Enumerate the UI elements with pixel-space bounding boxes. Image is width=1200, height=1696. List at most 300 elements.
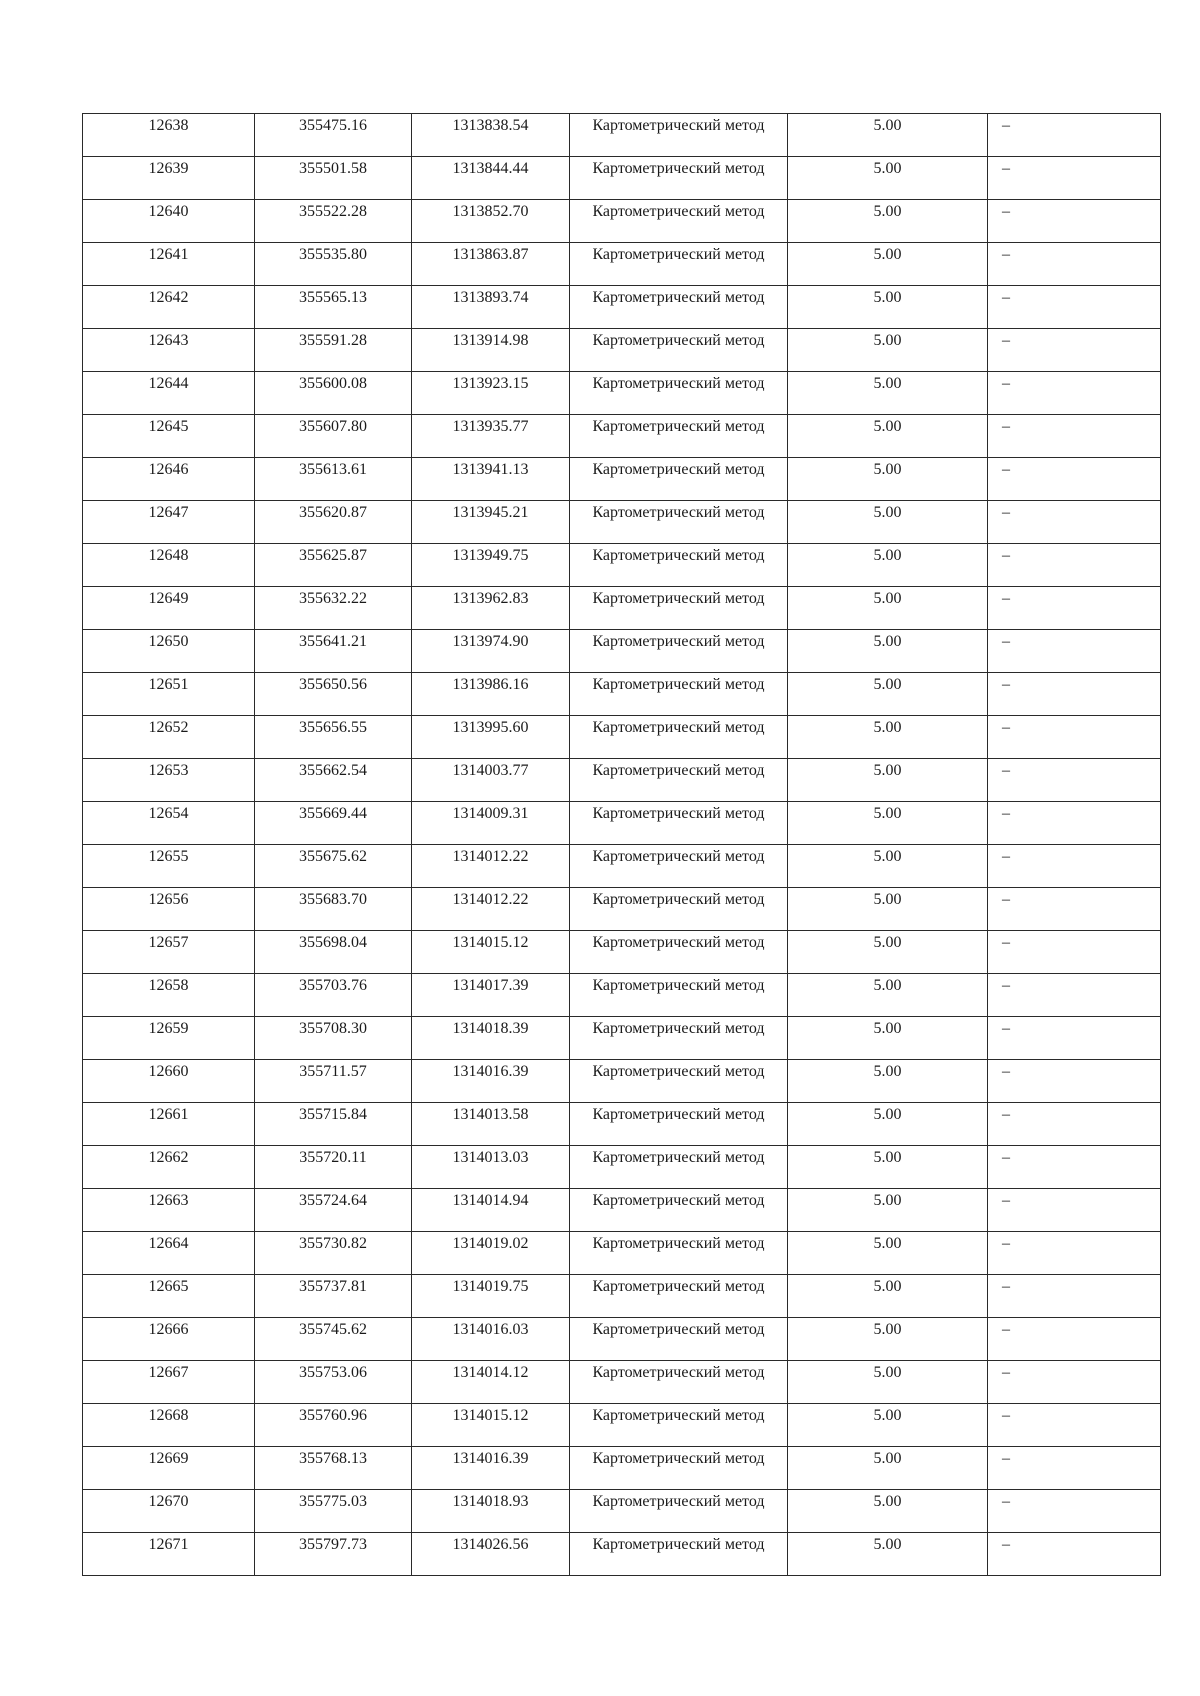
method-text: Картометрический метод bbox=[592, 1278, 765, 1295]
point-id: 12662 bbox=[148, 1149, 189, 1166]
point-id-cell bbox=[83, 1060, 255, 1103]
accuracy-cell bbox=[788, 802, 988, 845]
accuracy-cell bbox=[788, 1146, 988, 1189]
point-id: 12643 bbox=[148, 332, 189, 349]
method-text: Картометрический метод bbox=[592, 1063, 765, 1080]
table-row bbox=[83, 501, 1161, 544]
point-id: 12641 bbox=[148, 246, 189, 263]
table-row bbox=[83, 1361, 1161, 1404]
note-cell bbox=[988, 1017, 1161, 1060]
point-id: 12656 bbox=[148, 891, 189, 908]
accuracy-cell bbox=[788, 415, 988, 458]
point-id-cell bbox=[83, 673, 255, 716]
point-id: 12638 bbox=[148, 117, 189, 134]
method-cell bbox=[570, 286, 788, 329]
method-text: Картометрический метод bbox=[592, 805, 765, 822]
method-text: Картометрический метод bbox=[592, 332, 765, 349]
point-id: 12644 bbox=[148, 375, 189, 392]
x-coordinate-cell bbox=[255, 114, 412, 157]
point-id: 12667 bbox=[148, 1364, 189, 1381]
point-id-cell bbox=[83, 587, 255, 630]
y-coordinate-cell bbox=[412, 286, 570, 329]
x-coordinate: 355683.70 bbox=[299, 891, 367, 908]
note-cell bbox=[988, 759, 1161, 802]
y-coordinate-cell bbox=[412, 114, 570, 157]
x-coordinate: 355703.76 bbox=[299, 977, 367, 994]
note-cell bbox=[988, 157, 1161, 200]
x-coordinate-cell bbox=[255, 1361, 412, 1404]
note-value: – bbox=[1002, 1450, 1010, 1467]
note-cell bbox=[988, 888, 1161, 931]
note-value: – bbox=[1002, 246, 1010, 263]
note-cell bbox=[988, 1060, 1161, 1103]
point-id-cell bbox=[83, 114, 255, 157]
method-cell bbox=[570, 1017, 788, 1060]
table-row bbox=[83, 716, 1161, 759]
note-value: – bbox=[1002, 504, 1010, 521]
note-cell bbox=[988, 415, 1161, 458]
x-coordinate-cell bbox=[255, 1103, 412, 1146]
y-coordinate: 1313995.60 bbox=[452, 719, 529, 736]
point-id-cell bbox=[83, 243, 255, 286]
note-value: – bbox=[1002, 1536, 1010, 1553]
method-text: Картометрический метод bbox=[592, 590, 765, 607]
accuracy-value: 5.00 bbox=[873, 633, 902, 650]
y-coordinate-cell bbox=[412, 802, 570, 845]
y-coordinate-cell bbox=[412, 1404, 570, 1447]
x-coordinate-cell bbox=[255, 372, 412, 415]
note-value: – bbox=[1002, 289, 1010, 306]
y-coordinate-cell bbox=[412, 1447, 570, 1490]
x-coordinate-cell bbox=[255, 802, 412, 845]
accuracy-value: 5.00 bbox=[873, 1364, 902, 1381]
accuracy-cell bbox=[788, 372, 988, 415]
x-coordinate-cell bbox=[255, 1404, 412, 1447]
method-cell bbox=[570, 501, 788, 544]
accuracy-value: 5.00 bbox=[873, 375, 902, 392]
note-cell bbox=[988, 673, 1161, 716]
x-coordinate: 355720.11 bbox=[299, 1149, 367, 1166]
table-row bbox=[83, 587, 1161, 630]
note-cell bbox=[988, 587, 1161, 630]
note-cell bbox=[988, 329, 1161, 372]
x-coordinate: 355591.28 bbox=[299, 332, 367, 349]
note-cell bbox=[988, 1533, 1161, 1576]
table-row bbox=[83, 415, 1161, 458]
accuracy-value: 5.00 bbox=[873, 590, 902, 607]
x-coordinate-cell bbox=[255, 415, 412, 458]
accuracy-cell bbox=[788, 673, 988, 716]
x-coordinate: 355669.44 bbox=[299, 805, 367, 822]
method-cell bbox=[570, 458, 788, 501]
x-coordinate-cell bbox=[255, 587, 412, 630]
note-value: – bbox=[1002, 1235, 1010, 1252]
accuracy-value: 5.00 bbox=[873, 547, 902, 564]
x-coordinate-cell bbox=[255, 1189, 412, 1232]
point-id: 12640 bbox=[148, 203, 189, 220]
accuracy-value: 5.00 bbox=[873, 1450, 902, 1467]
note-value: – bbox=[1002, 719, 1010, 736]
point-id-cell bbox=[83, 415, 255, 458]
y-coordinate: 1314018.39 bbox=[452, 1020, 529, 1037]
y-coordinate: 1314013.58 bbox=[452, 1106, 529, 1123]
x-coordinate: 355698.04 bbox=[299, 934, 367, 951]
x-coordinate: 355501.58 bbox=[299, 160, 367, 177]
note-cell bbox=[988, 716, 1161, 759]
accuracy-cell bbox=[788, 974, 988, 1017]
point-id-cell bbox=[83, 372, 255, 415]
note-cell bbox=[988, 974, 1161, 1017]
x-coordinate: 355641.21 bbox=[299, 633, 367, 650]
y-coordinate-cell bbox=[412, 329, 570, 372]
point-id: 12645 bbox=[148, 418, 189, 435]
accuracy-cell bbox=[788, 1017, 988, 1060]
method-text: Картометрический метод bbox=[592, 1364, 765, 1381]
y-coordinate: 1313852.70 bbox=[452, 203, 529, 220]
point-id-cell bbox=[83, 802, 255, 845]
table-row bbox=[83, 1232, 1161, 1275]
note-cell bbox=[988, 372, 1161, 415]
point-id-cell bbox=[83, 888, 255, 931]
y-coordinate-cell bbox=[412, 673, 570, 716]
table-row bbox=[83, 888, 1161, 931]
accuracy-cell bbox=[788, 1318, 988, 1361]
note-value: – bbox=[1002, 117, 1010, 134]
accuracy-value: 5.00 bbox=[873, 1536, 902, 1553]
method-text: Картометрический метод bbox=[592, 848, 765, 865]
y-coordinate-cell bbox=[412, 157, 570, 200]
point-id-cell bbox=[83, 286, 255, 329]
point-id-cell bbox=[83, 1017, 255, 1060]
point-id-cell bbox=[83, 1103, 255, 1146]
accuracy-cell bbox=[788, 286, 988, 329]
method-cell bbox=[570, 759, 788, 802]
y-coordinate: 1314016.39 bbox=[452, 1450, 529, 1467]
point-id-cell bbox=[83, 1490, 255, 1533]
method-cell bbox=[570, 1060, 788, 1103]
accuracy-value: 5.00 bbox=[873, 160, 902, 177]
point-id: 12661 bbox=[148, 1106, 189, 1123]
y-coordinate: 1313941.13 bbox=[452, 461, 529, 478]
y-coordinate-cell bbox=[412, 372, 570, 415]
accuracy-cell bbox=[788, 888, 988, 931]
accuracy-cell bbox=[788, 931, 988, 974]
x-coordinate: 355737.81 bbox=[299, 1278, 367, 1295]
method-cell bbox=[570, 200, 788, 243]
y-coordinate: 1314015.12 bbox=[452, 1407, 529, 1424]
method-text: Картометрический метод bbox=[592, 891, 765, 908]
accuracy-value: 5.00 bbox=[873, 1063, 902, 1080]
y-coordinate: 1313935.77 bbox=[452, 418, 529, 435]
method-cell bbox=[570, 1146, 788, 1189]
y-coordinate-cell bbox=[412, 1189, 570, 1232]
note-cell bbox=[988, 1404, 1161, 1447]
method-cell bbox=[570, 587, 788, 630]
point-id: 12655 bbox=[148, 848, 189, 865]
table-row bbox=[83, 974, 1161, 1017]
point-id: 12665 bbox=[148, 1278, 189, 1295]
y-coordinate: 1314014.94 bbox=[452, 1192, 529, 1209]
x-coordinate: 355675.62 bbox=[299, 848, 367, 865]
y-coordinate: 1313974.90 bbox=[452, 633, 529, 650]
method-cell bbox=[570, 243, 788, 286]
accuracy-value: 5.00 bbox=[873, 1020, 902, 1037]
y-coordinate-cell bbox=[412, 1275, 570, 1318]
y-coordinate: 1314003.77 bbox=[452, 762, 529, 779]
note-value: – bbox=[1002, 934, 1010, 951]
y-coordinate-cell bbox=[412, 1490, 570, 1533]
x-coordinate: 355753.06 bbox=[299, 1364, 367, 1381]
x-coordinate-cell bbox=[255, 1060, 412, 1103]
table-row bbox=[83, 845, 1161, 888]
table-row bbox=[83, 931, 1161, 974]
method-cell bbox=[570, 1361, 788, 1404]
y-coordinate: 1314019.02 bbox=[452, 1235, 529, 1252]
table-body bbox=[83, 114, 1161, 1576]
point-id: 12671 bbox=[148, 1536, 189, 1553]
x-coordinate: 355607.80 bbox=[299, 418, 367, 435]
x-coordinate: 355711.57 bbox=[299, 1063, 367, 1080]
x-coordinate-cell bbox=[255, 329, 412, 372]
x-coordinate-cell bbox=[255, 1533, 412, 1576]
note-cell bbox=[988, 1275, 1161, 1318]
accuracy-cell bbox=[788, 200, 988, 243]
accuracy-cell bbox=[788, 587, 988, 630]
method-text: Картометрический метод bbox=[592, 762, 765, 779]
note-cell bbox=[988, 286, 1161, 329]
note-cell bbox=[988, 200, 1161, 243]
point-id-cell bbox=[83, 329, 255, 372]
method-cell bbox=[570, 845, 788, 888]
method-text: Картометрический метод bbox=[592, 719, 765, 736]
table-row bbox=[83, 1533, 1161, 1576]
x-coordinate-cell bbox=[255, 888, 412, 931]
method-cell bbox=[570, 802, 788, 845]
note-value: – bbox=[1002, 160, 1010, 177]
note-value: – bbox=[1002, 590, 1010, 607]
y-coordinate-cell bbox=[412, 501, 570, 544]
accuracy-cell bbox=[788, 1275, 988, 1318]
y-coordinate: 1313844.44 bbox=[452, 160, 529, 177]
point-id: 12649 bbox=[148, 590, 189, 607]
method-text: Картометрический метод bbox=[592, 1149, 765, 1166]
table-row bbox=[83, 1146, 1161, 1189]
note-value: – bbox=[1002, 547, 1010, 564]
note-value: – bbox=[1002, 848, 1010, 865]
point-id: 12647 bbox=[148, 504, 189, 521]
x-coordinate-cell bbox=[255, 759, 412, 802]
point-id: 12652 bbox=[148, 719, 189, 736]
y-coordinate: 1314013.03 bbox=[452, 1149, 529, 1166]
note-value: – bbox=[1002, 1192, 1010, 1209]
note-value: – bbox=[1002, 203, 1010, 220]
note-value: – bbox=[1002, 1149, 1010, 1166]
point-id-cell bbox=[83, 1318, 255, 1361]
method-cell bbox=[570, 372, 788, 415]
table-row bbox=[83, 157, 1161, 200]
method-cell bbox=[570, 1275, 788, 1318]
x-coordinate: 355724.64 bbox=[299, 1192, 367, 1209]
point-id: 12669 bbox=[148, 1450, 189, 1467]
method-text: Картометрический метод bbox=[592, 1536, 765, 1553]
y-coordinate: 1314018.93 bbox=[452, 1493, 529, 1510]
method-cell bbox=[570, 716, 788, 759]
table-row bbox=[83, 1275, 1161, 1318]
method-text: Картометрический метод bbox=[592, 418, 765, 435]
y-coordinate: 1313945.21 bbox=[452, 504, 529, 521]
method-text: Картометрический метод bbox=[592, 1192, 765, 1209]
method-text: Картометрический метод bbox=[592, 977, 765, 994]
table-row bbox=[83, 544, 1161, 587]
point-id: 12668 bbox=[148, 1407, 189, 1424]
accuracy-cell bbox=[788, 1361, 988, 1404]
x-coordinate: 355708.30 bbox=[299, 1020, 367, 1037]
method-cell bbox=[570, 1404, 788, 1447]
method-cell bbox=[570, 415, 788, 458]
method-text: Картометрический метод bbox=[592, 160, 765, 177]
accuracy-cell bbox=[788, 1447, 988, 1490]
y-coordinate-cell bbox=[412, 845, 570, 888]
note-cell bbox=[988, 458, 1161, 501]
point-id-cell bbox=[83, 1232, 255, 1275]
coordinates-table bbox=[82, 113, 1161, 1576]
point-id: 12642 bbox=[148, 289, 189, 306]
note-cell bbox=[988, 1232, 1161, 1275]
method-text: Картометрический метод bbox=[592, 934, 765, 951]
table-row bbox=[83, 243, 1161, 286]
note-value: – bbox=[1002, 762, 1010, 779]
accuracy-cell bbox=[788, 329, 988, 372]
accuracy-value: 5.00 bbox=[873, 117, 902, 134]
point-id-cell bbox=[83, 1146, 255, 1189]
x-coordinate: 355662.54 bbox=[299, 762, 367, 779]
note-cell bbox=[988, 931, 1161, 974]
note-cell bbox=[988, 114, 1161, 157]
accuracy-value: 5.00 bbox=[873, 848, 902, 865]
note-value: – bbox=[1002, 805, 1010, 822]
y-coordinate-cell bbox=[412, 243, 570, 286]
point-id-cell bbox=[83, 157, 255, 200]
y-coordinate-cell bbox=[412, 1232, 570, 1275]
note-value: – bbox=[1002, 332, 1010, 349]
note-value: – bbox=[1002, 418, 1010, 435]
point-id: 12663 bbox=[148, 1192, 189, 1209]
x-coordinate: 355730.82 bbox=[299, 1235, 367, 1252]
point-id: 12666 bbox=[148, 1321, 189, 1338]
x-coordinate: 355613.61 bbox=[299, 461, 367, 478]
table-row bbox=[83, 200, 1161, 243]
point-id-cell bbox=[83, 501, 255, 544]
method-cell bbox=[570, 1103, 788, 1146]
accuracy-value: 5.00 bbox=[873, 676, 902, 693]
accuracy-cell bbox=[788, 114, 988, 157]
point-id-cell bbox=[83, 931, 255, 974]
table-row bbox=[83, 372, 1161, 415]
method-text: Картометрический метод bbox=[592, 676, 765, 693]
table-row bbox=[83, 759, 1161, 802]
x-coordinate-cell bbox=[255, 1490, 412, 1533]
note-cell bbox=[988, 630, 1161, 673]
table-row bbox=[83, 1404, 1161, 1447]
table-row bbox=[83, 630, 1161, 673]
x-coordinate: 355522.28 bbox=[299, 203, 367, 220]
point-id-cell bbox=[83, 458, 255, 501]
y-coordinate: 1314026.56 bbox=[452, 1536, 529, 1553]
y-coordinate-cell bbox=[412, 759, 570, 802]
accuracy-cell bbox=[788, 759, 988, 802]
accuracy-cell bbox=[788, 458, 988, 501]
note-value: – bbox=[1002, 1364, 1010, 1381]
x-coordinate: 355632.22 bbox=[299, 590, 367, 607]
note-value: – bbox=[1002, 1106, 1010, 1123]
y-coordinate: 1313923.15 bbox=[452, 375, 529, 392]
note-value: – bbox=[1002, 1063, 1010, 1080]
note-cell bbox=[988, 1189, 1161, 1232]
y-coordinate-cell bbox=[412, 1361, 570, 1404]
method-cell bbox=[570, 673, 788, 716]
point-id-cell bbox=[83, 1189, 255, 1232]
method-text: Картометрический метод bbox=[592, 547, 765, 564]
table-row bbox=[83, 1490, 1161, 1533]
accuracy-value: 5.00 bbox=[873, 418, 902, 435]
accuracy-value: 5.00 bbox=[873, 289, 902, 306]
method-cell bbox=[570, 931, 788, 974]
point-id: 12653 bbox=[148, 762, 189, 779]
point-id-cell bbox=[83, 1275, 255, 1318]
y-coordinate-cell bbox=[412, 200, 570, 243]
note-value: – bbox=[1002, 1493, 1010, 1510]
point-id: 12657 bbox=[148, 934, 189, 951]
note-value: – bbox=[1002, 1407, 1010, 1424]
x-coordinate: 355656.55 bbox=[299, 719, 367, 736]
accuracy-value: 5.00 bbox=[873, 891, 902, 908]
method-text: Картометрический метод bbox=[592, 1321, 765, 1338]
accuracy-cell bbox=[788, 243, 988, 286]
x-coordinate: 355625.87 bbox=[299, 547, 367, 564]
x-coordinate-cell bbox=[255, 673, 412, 716]
method-text: Картометрический метод bbox=[592, 504, 765, 521]
y-coordinate: 1314016.03 bbox=[452, 1321, 529, 1338]
x-coordinate-cell bbox=[255, 1232, 412, 1275]
x-coordinate: 355600.08 bbox=[299, 375, 367, 392]
method-cell bbox=[570, 1189, 788, 1232]
x-coordinate-cell bbox=[255, 931, 412, 974]
y-coordinate-cell bbox=[412, 630, 570, 673]
accuracy-cell bbox=[788, 630, 988, 673]
x-coordinate-cell bbox=[255, 243, 412, 286]
accuracy-cell bbox=[788, 1533, 988, 1576]
accuracy-cell bbox=[788, 1060, 988, 1103]
note-value: – bbox=[1002, 375, 1010, 392]
y-coordinate-cell bbox=[412, 1017, 570, 1060]
x-coordinate: 355797.73 bbox=[299, 1536, 367, 1553]
accuracy-value: 5.00 bbox=[873, 934, 902, 951]
y-coordinate: 1314017.39 bbox=[452, 977, 529, 994]
y-coordinate: 1313914.98 bbox=[452, 332, 529, 349]
point-id-cell bbox=[83, 1533, 255, 1576]
method-cell bbox=[570, 1318, 788, 1361]
accuracy-value: 5.00 bbox=[873, 246, 902, 263]
note-cell bbox=[988, 243, 1161, 286]
point-id: 12660 bbox=[148, 1063, 189, 1080]
note-cell bbox=[988, 1318, 1161, 1361]
point-id: 12646 bbox=[148, 461, 189, 478]
note-value: – bbox=[1002, 461, 1010, 478]
accuracy-value: 5.00 bbox=[873, 1106, 902, 1123]
y-coordinate-cell bbox=[412, 587, 570, 630]
method-text: Картометрический метод bbox=[592, 203, 765, 220]
x-coordinate-cell bbox=[255, 200, 412, 243]
